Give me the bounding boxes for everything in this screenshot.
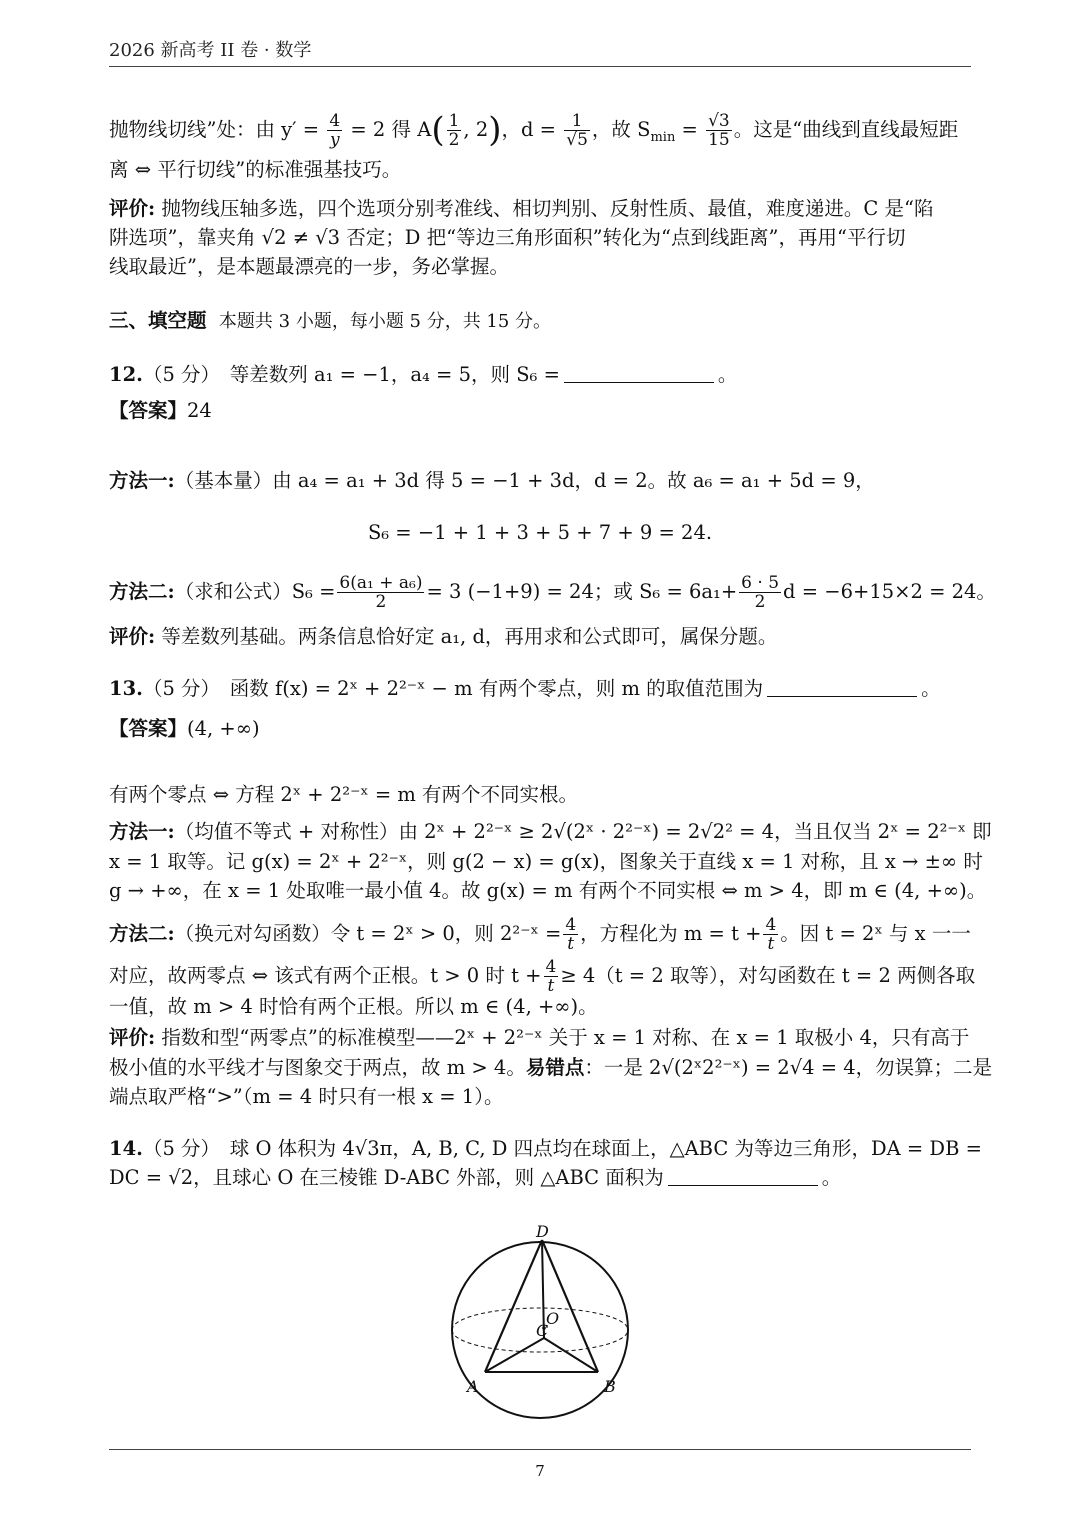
answer-value: (4, +∞): [187, 717, 260, 740]
answer-12: [109, 396, 971, 425]
text: （均值不等式 + 对称性）由 2ˣ + 2²⁻ˣ ≥ 2√(2ˣ · 2²⁻ˣ) = 2√2² = 4，当且仅当 2ˣ = 2²⁻ˣ 即: [174, 820, 992, 843]
answer-label: 【答案】: [109, 399, 188, 422]
fraction: $\frac{4}{t}$: [565, 915, 577, 954]
text-line: 端点取严格“>”（m = 4 时只有一根 x = 1）。: [109, 1085, 504, 1108]
edge-AC: [485, 1338, 544, 1372]
answer-value: 24: [187, 399, 212, 422]
text-line: [109, 957, 976, 996]
text: 对应，故两零点 ⇔ 该式有两个正根。t > 0 时 t +: [109, 964, 542, 987]
question-number: 13.: [109, 677, 143, 700]
text-line: 阱选项”，靠夹角 √2 ≠ √3 否定；D 把“等边三角形面积”转化为“点到线距离”，再用“平行切: [109, 226, 906, 249]
text-line: g → +∞，在 x = 1 处取唯一最小值 4。故 g(x) = m 有两个不同实根 ⇔ m > 4，即 m ∈ (4, +∞)。: [109, 879, 987, 902]
text-line: [109, 194, 971, 223]
text: =: [675, 118, 698, 141]
answer-label: 【答案】: [109, 717, 188, 740]
page-number: 7: [535, 1462, 545, 1480]
fraction: $\frac{4}{t}$: [545, 957, 557, 996]
answer-blank: [564, 364, 714, 383]
text-line: [109, 1053, 993, 1082]
evaluation-13: [109, 1023, 971, 1052]
text: DC = √2，且球心 O 在三棱锥 D-ABC 外部，则 △ABC 面积为: [109, 1166, 664, 1189]
text-line: x = 1 取等。记 g(x) = 2ˣ + 2²⁻ˣ，则 g(2 − x) = g(x)，图象关于直线 x = 1 对称，且 x → ±∞ 时: [109, 850, 983, 873]
fraction: $\frac{√3}{15}$: [708, 111, 730, 150]
answer-blank: [668, 1167, 818, 1186]
question-13: 13.（5 分） 函数 f(x) = 2ˣ + 2²⁻ˣ − m 有两个零点，则 m 的取值范围为 。: [109, 677, 941, 700]
section-heading: [109, 306, 971, 336]
text: ：一是 2√(2ˣ2²⁻ˣ) = 2√4 = 4，勿误算；二是: [584, 1056, 993, 1079]
question-number: 12.: [109, 363, 143, 386]
text: （换元对勾函数）令 t = 2ˣ > 0，则 2²⁻ˣ =: [174, 922, 562, 945]
label-evaluation: 评价:: [109, 1026, 156, 1049]
method-1: [109, 466, 971, 495]
text-line: 有两个零点 ⇔ 方程 2ˣ + 2²⁻ˣ = m 有两个不同实根。: [109, 783, 579, 806]
text: （5 分） 等差数列 a₁ = −1，a₄ = 5，则 S₆ =: [142, 363, 560, 386]
text: （5 分） 球 O 体积为 4√3π，A, B, C, D 四点均在球面上，△ABC 为等边三角形，DA = DB =: [142, 1137, 982, 1160]
text-line: 离 ⇔ 平行切线”的标准强基技巧。: [109, 158, 402, 181]
fraction: $\frac{6 \cdot 5}{2}$: [741, 573, 780, 612]
label-O: O: [546, 1309, 560, 1328]
fraction: $\frac{4}{t}$: [765, 915, 777, 954]
text: ，d =: [501, 118, 557, 141]
text: 。因 t = 2ˣ 与 x 一一: [780, 922, 971, 945]
text-line: DC = √2，且球心 O 在三棱锥 D-ABC 外部，则 △ABC 面积为 。: [109, 1166, 842, 1189]
text: = 3 (−1+9) = 24；或 S₆ = 6a₁+: [426, 580, 738, 603]
label-B: B: [604, 1377, 616, 1396]
fraction: $\frac{\text{6(a₁ + a₆)}}{2}$: [339, 573, 423, 612]
question-14: [109, 1134, 982, 1163]
text: （求和公式）S₆ =: [174, 580, 336, 603]
answer-blank: [767, 678, 917, 697]
method-label: 方法一:: [109, 820, 175, 843]
text: 。这是“曲线到直线最短距: [733, 118, 959, 141]
subscript: min: [650, 129, 676, 145]
text-line: 线取最近”，是本题最漂亮的一步，务必掌握。: [109, 255, 509, 278]
method-2: [109, 916, 971, 953]
text: d = −6+15×2 = 24。: [783, 580, 996, 603]
fraction: $\frac{1}{2}$: [448, 111, 460, 150]
text: 抛物线压轴多选，四个选项分别考准线、相切判别、反射性质、最值，难度递进。C 是“陷: [155, 197, 934, 220]
text-line: 一值，故 m > 4 时恰有两个正根。所以 m ∈ (4, +∞)。: [109, 995, 598, 1018]
text: ≥ 4（t = 2 取等），对勾函数在 t = 2 两侧各取: [560, 964, 976, 987]
text: 等差数列基础。两条信息恰好定 a₁, d，再用求和公式即可，属保分题。: [155, 625, 778, 648]
fraction: $\frac{4}{y}$: [329, 111, 341, 150]
text: （5 分） 函数 f(x) = 2ˣ + 2²⁻ˣ − m 有两个零点，则 m 的取值范围为: [142, 677, 764, 700]
label-pitfall: 易错点: [525, 1056, 585, 1079]
label-C: C: [536, 1321, 549, 1340]
header-title: 2026 新高考 II 卷 · 数学: [109, 40, 312, 61]
text: 指数和型“两零点”的标准模型——2ˣ + 2²⁻ˣ 关于 x = 1 对称、在 x = 1 取极小 4，只有高于: [155, 1026, 970, 1049]
page-header: [109, 36, 971, 67]
section-title: 三、填空题: [109, 309, 207, 332]
text: 抛物线切线”处：由 y′ =: [109, 118, 320, 141]
question-12: 12.（5 分） 等差数列 a₁ = −1，a₄ = 5，则 S₆ = 。: [109, 363, 738, 386]
section-note: 本题共 3 小题，每小题 5 分，共 15 分。: [218, 311, 552, 332]
answer-13: [109, 714, 971, 743]
display-equation: S₆ = −1 + 1 + 3 + 5 + 7 + 9 = 24.: [367, 521, 713, 544]
question-number: 14.: [109, 1137, 143, 1160]
text-line: 抛物线切线”处：由 y′ = $\frac{4}{y}$ = 2 得 A( $\frac{1}{2}$ , 2)，d = $\frac{1}{√5}$ ，故 $S_{min}$ = $\frac{√3}{15}$ 。这是“曲线到直线最短距: [109, 110, 959, 150]
sphere-tetrahedron-figure: [440, 1218, 640, 1428]
method-label: 方法二:: [109, 580, 175, 603]
text: = 2 得 A: [350, 118, 432, 141]
edge-DB: [542, 1240, 598, 1372]
label-evaluation: 评价:: [109, 625, 156, 648]
label-A: A: [467, 1377, 479, 1396]
text: ，方程化为 m = t +: [580, 922, 762, 945]
fraction: $\frac{1}{√5}$: [566, 111, 588, 150]
method-label: 方法二:: [109, 922, 175, 945]
method-label: 方法一:: [109, 469, 175, 492]
label-D: D: [536, 1222, 549, 1241]
method-1: [109, 817, 992, 846]
label-evaluation: 评价:: [109, 197, 156, 220]
evaluation-12: [109, 622, 971, 651]
text: （基本量）由 a₄ = a₁ + 3d 得 5 = −1 + 3d，d = 2。故 a₆ = a₁ + 5d = 9，: [174, 469, 875, 492]
footer-rule: [109, 1449, 971, 1450]
text: 极小值的水平线才与图象交于两点，故 m > 4。: [109, 1056, 526, 1079]
method-2: [109, 573, 996, 612]
text: ，故 S: [591, 118, 651, 141]
